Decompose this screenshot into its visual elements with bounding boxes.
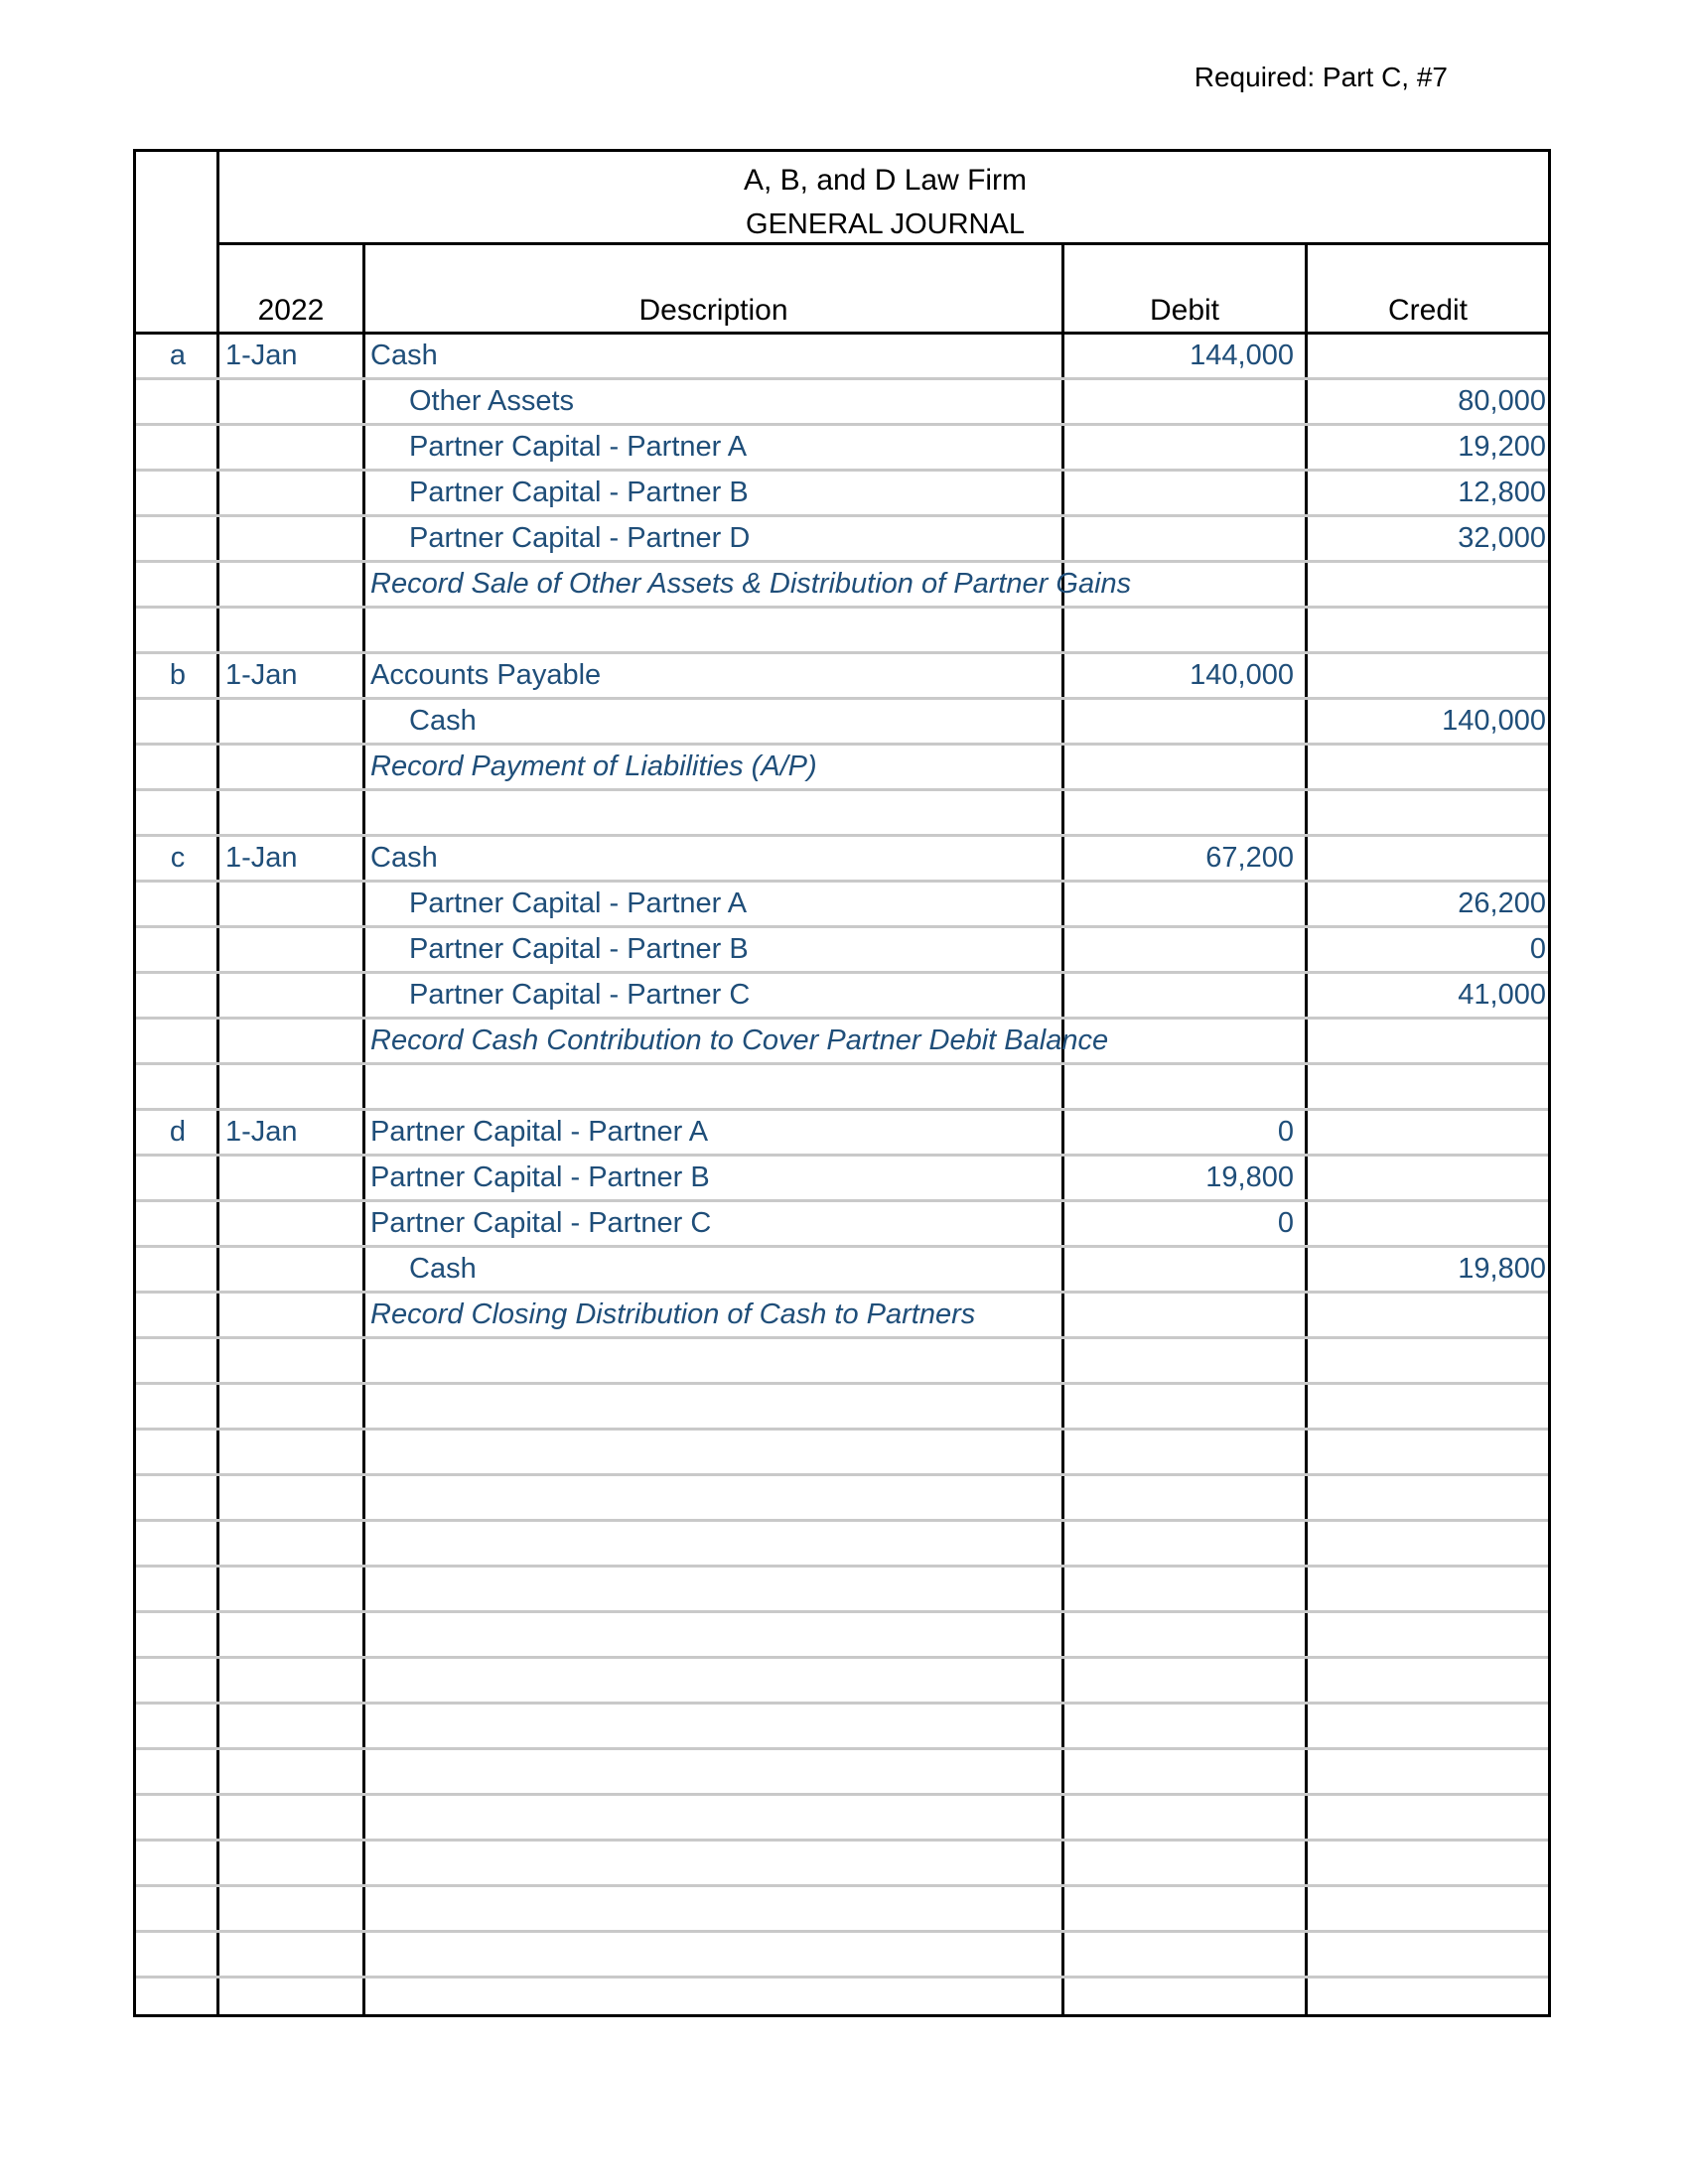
entry-date: 1-Jan: [225, 842, 298, 874]
entry-letter: d: [169, 1116, 187, 1148]
account-name: [370, 1796, 1065, 1839]
account-name: [370, 1613, 1065, 1656]
account-name: [370, 1476, 1065, 1519]
entry-date: [225, 1065, 364, 1108]
journal-row: [136, 1750, 1548, 1796]
account-name: Other Assets: [409, 385, 575, 417]
credit-amount: [1308, 1842, 1548, 1884]
account-name: [370, 1659, 1065, 1702]
entry-letter: [136, 1659, 219, 1702]
credit-amount: [1308, 1065, 1548, 1108]
entry-letter: [136, 1065, 219, 1108]
debit-amount: [1061, 928, 1300, 971]
credit-amount: 80,000: [1458, 385, 1546, 417]
entry-letter: [136, 928, 219, 971]
account-name: Partner Capital - Partner A: [409, 431, 748, 463]
credit-amount: [1308, 609, 1548, 651]
account-name: Partner Capital - Partner D: [409, 522, 751, 554]
account-name: Accounts Payable: [370, 659, 602, 691]
entry-letter: [136, 426, 219, 469]
entry-letter: [136, 1842, 219, 1884]
journal-row: [136, 1887, 1548, 1933]
journal-row: [136, 335, 1548, 380]
journal-row: [136, 1568, 1548, 1613]
credit-amount: [1308, 1020, 1548, 1062]
debit-amount: [1061, 1522, 1300, 1565]
entry-date: [225, 563, 364, 606]
entry-date: [225, 791, 364, 834]
entry-date: [225, 380, 364, 423]
account-name: Cash: [409, 1253, 477, 1285]
journal-row: [136, 1522, 1548, 1568]
entry-date: 1-Jan: [225, 340, 298, 371]
credit-amount: [1308, 1750, 1548, 1793]
entry-date: [225, 883, 364, 925]
journal-row: [136, 1202, 1548, 1248]
credit-amount: [1308, 1705, 1548, 1747]
entry-letter: [136, 974, 219, 1017]
debit-amount: [1061, 426, 1300, 469]
account-name: [370, 609, 1065, 651]
debit-amount: [1061, 791, 1300, 834]
credit-amount: 140,000: [1442, 705, 1546, 737]
journal-row: [136, 791, 1548, 837]
debit-amount: 0: [1277, 1207, 1294, 1239]
account-name: [370, 1750, 1065, 1793]
entry-date: [225, 1431, 364, 1473]
entry-date: [225, 1659, 364, 1702]
credit-amount: [1308, 1887, 1548, 1930]
entry-date: [225, 609, 364, 651]
credit-amount: [1308, 1157, 1548, 1199]
account-name: [370, 791, 1065, 834]
entry-memo: Record Closing Distribution of Cash to Partners: [370, 1298, 976, 1330]
entry-date: [225, 1157, 364, 1199]
required-label: Required: Part C, #7: [1194, 62, 1448, 92]
journal-row: [136, 1111, 1548, 1157]
journal-row: [136, 928, 1548, 974]
entry-letter: [136, 1294, 219, 1336]
entry-date: [225, 1842, 364, 1884]
credit-amount: [1308, 746, 1548, 788]
journal-row: [136, 1613, 1548, 1659]
debit-amount: [1061, 1065, 1300, 1108]
account-name: Cash: [370, 842, 438, 874]
credit-amount: 26,200: [1458, 887, 1546, 919]
account-name: Partner Capital - Partner B: [409, 933, 749, 965]
credit-amount: [1308, 1294, 1548, 1336]
entry-date: [225, 1750, 364, 1793]
entry-date: [225, 1020, 364, 1062]
account-name: Partner Capital - Partner A: [370, 1116, 709, 1148]
entry-date: [225, 700, 364, 743]
entry-date: [225, 974, 364, 1017]
debit-amount: 0: [1277, 1116, 1294, 1148]
debit-amount: [1061, 609, 1300, 651]
account-name: [370, 1522, 1065, 1565]
entry-memo: Record Sale of Other Assets & Distribution of Partner Gains: [370, 568, 1132, 600]
entry-letter: [136, 746, 219, 788]
entry-letter: [136, 1431, 219, 1473]
credit-amount: [1308, 1613, 1548, 1656]
journal-row: [136, 1431, 1548, 1476]
debit-amount: [1061, 1887, 1300, 1930]
firm-name: A, B, and D Law Firm: [743, 164, 1028, 197]
account-name: [370, 1065, 1065, 1108]
entry-date: [225, 1339, 364, 1382]
entry-letter: [136, 1613, 219, 1656]
entry-letter: c: [170, 842, 186, 874]
entry-letter: [136, 1202, 219, 1245]
account-name: [370, 1842, 1065, 1884]
debit-amount: [1061, 517, 1300, 560]
debit-amount: [1061, 974, 1300, 1017]
debit-amount: [1061, 1248, 1300, 1291]
journal-row: [136, 654, 1548, 700]
debit-amount: [1061, 1705, 1300, 1747]
entry-date: [225, 746, 364, 788]
journal-row: [136, 883, 1548, 928]
year-header: 2022: [257, 294, 325, 327]
entry-date: [225, 1933, 364, 1976]
credit-amount: [1308, 1568, 1548, 1610]
debit-amount: [1061, 1796, 1300, 1839]
debit-amount: [1061, 1750, 1300, 1793]
credit-amount: 0: [1529, 933, 1546, 965]
journal-row: [136, 1933, 1548, 1979]
entry-date: [225, 1568, 364, 1610]
journal-row: [136, 1157, 1548, 1202]
entry-letter: [136, 883, 219, 925]
debit-amount: 67,200: [1205, 842, 1294, 874]
journal-row: [136, 1979, 1548, 2024]
journal-row: [136, 1796, 1548, 1842]
debit-amount: [1061, 1659, 1300, 1702]
entry-date: [225, 1796, 364, 1839]
journal-memo-row: [136, 1020, 1548, 1065]
entry-date: [225, 1476, 364, 1519]
journal-row: [136, 1248, 1548, 1294]
entry-letter: [136, 1979, 219, 2021]
entry-letter: [136, 472, 219, 514]
debit-amount: [1061, 1568, 1300, 1610]
journal-row: [136, 1385, 1548, 1431]
account-name: Partner Capital - Partner A: [409, 887, 748, 919]
entry-memo: Record Cash Contribution to Cover Partner Debit Balance: [370, 1024, 1109, 1056]
debit-amount: [1061, 1476, 1300, 1519]
credit-amount: [1308, 335, 1548, 377]
journal-row: [136, 380, 1548, 426]
credit-amount: 12,800: [1458, 477, 1546, 508]
entry-date: [225, 1887, 364, 1930]
entry-letter: [136, 1339, 219, 1382]
account-name: Cash: [370, 340, 438, 371]
entry-date: [225, 928, 364, 971]
journal-title: GENERAL JOURNAL: [746, 208, 1025, 240]
entry-date: [225, 426, 364, 469]
journal-memo-row: [136, 1294, 1548, 1339]
account-name: [370, 1979, 1065, 2021]
entry-date: [225, 517, 364, 560]
debit-amount: [1061, 1385, 1300, 1428]
general-journal-table: [133, 149, 1551, 2017]
debit-amount: [1061, 1339, 1300, 1382]
entry-letter: [136, 609, 219, 651]
entry-letter: [136, 1933, 219, 1976]
journal-memo-row: [136, 746, 1548, 791]
account-name: Partner Capital - Partner B: [370, 1161, 710, 1193]
account-name: Partner Capital - Partner C: [370, 1207, 712, 1239]
credit-amount: [1308, 1522, 1548, 1565]
debit-amount: [1061, 380, 1300, 423]
entry-memo: Record Payment of Liabilities (A/P): [370, 751, 817, 782]
credit-amount: [1308, 1385, 1548, 1428]
credit-amount: [1308, 1111, 1548, 1154]
account-name: [370, 1705, 1065, 1747]
entry-letter: [136, 1248, 219, 1291]
entry-date: [225, 1613, 364, 1656]
credit-amount: [1308, 1796, 1548, 1839]
debit-amount: [1061, 1842, 1300, 1884]
credit-amount: [1308, 1476, 1548, 1519]
journal-row: [136, 837, 1548, 883]
credit-amount: [1308, 837, 1548, 880]
credit-header: Credit: [1387, 294, 1469, 327]
credit-amount: 41,000: [1458, 979, 1546, 1011]
journal-row: [136, 700, 1548, 746]
journal-row: [136, 1659, 1548, 1705]
description-header: Description: [638, 294, 788, 327]
journal-row: [136, 1705, 1548, 1750]
entry-letter: [136, 1522, 219, 1565]
credit-amount: [1308, 1431, 1548, 1473]
journal-row: [136, 426, 1548, 472]
credit-amount: [1308, 563, 1548, 606]
debit-amount: 140,000: [1190, 659, 1294, 691]
account-name: [370, 1568, 1065, 1610]
debit-amount: [1061, 472, 1300, 514]
debit-amount: [1061, 1431, 1300, 1473]
credit-amount: [1308, 654, 1548, 697]
debit-amount: [1061, 1933, 1300, 1976]
entry-letter: [136, 380, 219, 423]
account-name: [370, 1887, 1065, 1930]
debit-amount: 144,000: [1190, 340, 1294, 371]
journal-row: [136, 1476, 1548, 1522]
entry-letter: [136, 791, 219, 834]
account-name: Cash: [409, 705, 477, 737]
entry-letter: [136, 1157, 219, 1199]
entry-letter: [136, 1476, 219, 1519]
entry-date: [225, 1294, 364, 1336]
journal-row: [136, 1065, 1548, 1111]
debit-amount: [1061, 700, 1300, 743]
entry-letter: [136, 563, 219, 606]
entry-letter: a: [169, 340, 187, 371]
entry-date: [225, 472, 364, 514]
journal-row: [136, 609, 1548, 654]
entry-letter: [136, 1887, 219, 1930]
credit-amount: [1308, 1933, 1548, 1976]
account-name: [370, 1933, 1065, 1976]
credit-amount: 19,200: [1458, 431, 1546, 463]
credit-amount: 32,000: [1458, 522, 1546, 554]
journal-row: [136, 1339, 1548, 1385]
account-name: [370, 1431, 1065, 1473]
entry-letter: [136, 1568, 219, 1610]
entry-date: [225, 1705, 364, 1747]
journal-row: [136, 517, 1548, 563]
entry-letter: b: [169, 659, 187, 691]
entry-date: 1-Jan: [225, 1116, 298, 1148]
credit-amount: [1308, 1202, 1548, 1245]
entry-letter: [136, 1750, 219, 1793]
entry-date: [225, 1979, 364, 2021]
entry-date: [225, 1522, 364, 1565]
entry-letter: [136, 1385, 219, 1428]
credit-amount: [1308, 1339, 1548, 1382]
journal-row: [136, 974, 1548, 1020]
entry-letter: [136, 1705, 219, 1747]
credit-amount: [1308, 1659, 1548, 1702]
credit-amount: [1308, 1979, 1548, 2021]
credit-amount: [1308, 791, 1548, 834]
account-name: Partner Capital - Partner B: [409, 477, 749, 508]
journal-row: [136, 1842, 1548, 1887]
debit-amount: [1061, 1613, 1300, 1656]
debit-amount: [1061, 1979, 1300, 2021]
credit-amount: 19,800: [1458, 1253, 1546, 1285]
entry-letter: [136, 517, 219, 560]
entry-date: [225, 1248, 364, 1291]
journal-row: [136, 472, 1548, 517]
account-name: [370, 1385, 1065, 1428]
entry-letter: [136, 1796, 219, 1839]
entry-letter: [136, 1020, 219, 1062]
debit-header: Debit: [1149, 294, 1220, 327]
account-name: Partner Capital - Partner C: [409, 979, 751, 1011]
entry-date: 1-Jan: [225, 659, 298, 691]
journal-memo-row: [136, 563, 1548, 609]
entry-letter: [136, 700, 219, 743]
debit-amount: 19,800: [1205, 1161, 1294, 1193]
entry-date: [225, 1385, 364, 1428]
account-name: [370, 1339, 1065, 1382]
debit-amount: [1061, 883, 1300, 925]
entry-date: [225, 1202, 364, 1245]
